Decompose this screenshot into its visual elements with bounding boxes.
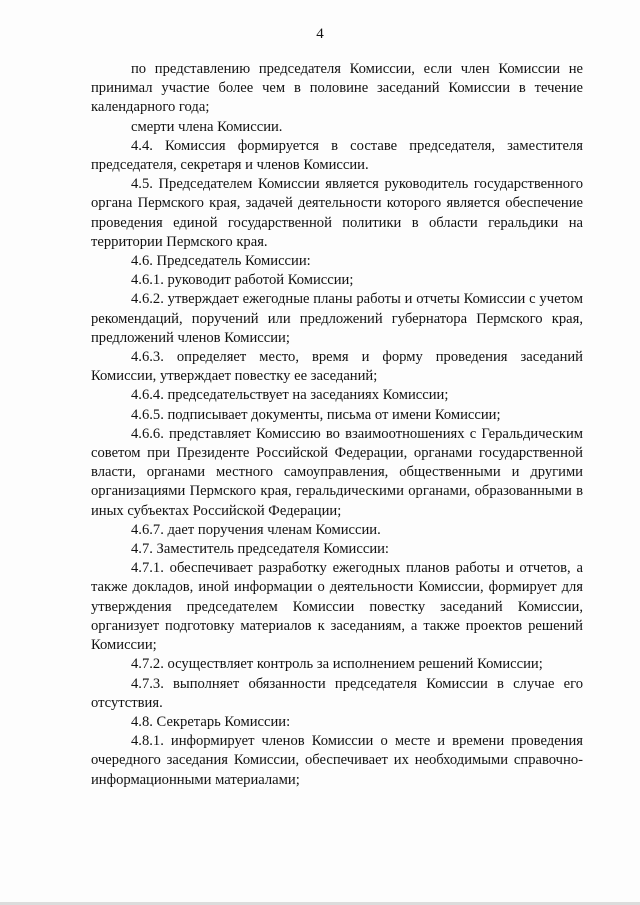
paragraph-4-7-3: 4.7.3. выполняет обязанности председателя Комиссии в случае его отсутствия.	[91, 675, 583, 711]
paragraph-4-6-2: 4.6.2. утверждает ежегодные планы работы и отчеты Комиссии с учетом рекомендаций, поручений или предложений губернатора Пермского края, предложений членов Комиссии;	[91, 291, 583, 346]
paragraph-4-8: 4.8. Секретарь Комиссии:	[131, 713, 291, 730]
paragraph-4-7-2: 4.7.2. осуществляет контроль за исполнением решений Комиссии;	[131, 656, 543, 673]
paragraph-4-6-1: 4.6.1. руководит работой Комиссии;	[131, 272, 354, 289]
paragraph-4-8-1: 4.8.1. информирует членов Комиссии о месте и времени проведения очередного заседания Комиссии, обеспечивает их необходимыми справочно-информационными материалами;	[91, 733, 583, 788]
paragraph-4-7-1: 4.7.1. обеспечивает разработку ежегодных планов работы и отчетов, а также докладов, иной информации о деятельности Комиссии, формирует для утверждения председателем Комиссии повестку заседаний Комиссии, организует подготовку материалов к заседаниям, а также проектов решений Комиссии;	[91, 560, 583, 654]
paragraph-4-6-4: 4.6.4. председательствует на заседаниях Комиссии;	[131, 387, 449, 404]
paragraph-4-7: 4.7. Заместитель председателя Комиссии:	[131, 541, 389, 558]
paragraph-4-6-5: 4.6.5. подписывает документы, письма от имени Комиссии;	[131, 406, 501, 423]
paragraph-4-6-6: 4.6.6. представляет Комиссию во взаимоотношениях с Геральдическим советом при Президенте Российской Федерации, органами государственной власти, органами местного самоуправления, общественными и другими организациями Пермского края, геральдическими органами, образованными в иных субъектах Российской Федерации;	[91, 425, 583, 519]
document-body	[91, 60, 583, 790]
page-number: 4	[316, 26, 324, 42]
paragraph-4-5: 4.5. Председателем Комиссии является руководитель государственного органа Пермского края, задачей деятельности которого является обеспечение проведения единой государственной политики в области геральдики на территории Пермского края.	[91, 176, 583, 250]
paragraph-4-6-7: 4.6.7. дает поручения членам Комиссии.	[131, 521, 381, 538]
paragraph-death-of-member: смерти члена Комиссии.	[131, 118, 283, 135]
paragraph-4-6: 4.6. Председатель Комиссии:	[131, 253, 311, 270]
paragraph-4-6-3: 4.6.3. определяет место, время и форму проведения заседаний Комиссии, утверждает повестку ее заседаний;	[91, 349, 583, 385]
paragraph-4-4: 4.4. Комиссия формируется в составе председателя, заместителя председателя, секретаря и членов Комиссии.	[91, 137, 583, 174]
paragraph-continuation: по представлению председателя Комиссии, если член Комиссии не принимал участие более чем в половине заседаний Комиссии в течение календарного года;	[91, 61, 583, 116]
